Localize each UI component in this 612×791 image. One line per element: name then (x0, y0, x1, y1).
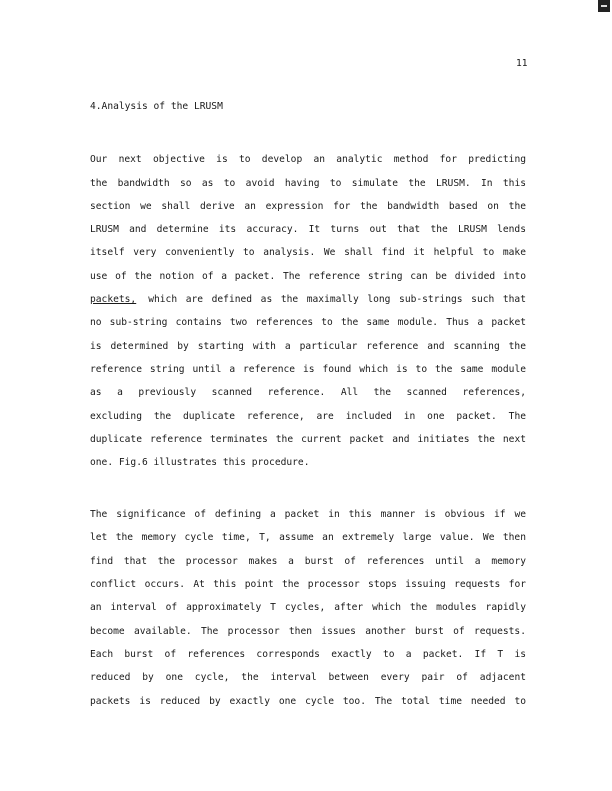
underlined-term-packets: packets, (90, 294, 137, 305)
paragraph-1-line-1: Our next objective is to develop an analytic method for predicting (90, 154, 526, 165)
paragraph-1-line-11: as a previously scanned reference. All the scanned references, (90, 387, 526, 398)
paragraph-2-line-4: conflict occurs. At this point the processor stops issuing requests for (90, 579, 526, 590)
paragraph-1-line-6: use of the notion of a packet. The reference string can be divided into (90, 271, 526, 282)
paragraph-2-line-8: reduced by one cycle, the interval between every pair of adjacent (90, 672, 526, 683)
paragraph-2-line-3: find that the processor makes a burst of references until a memory (90, 556, 526, 567)
paragraph-1-line-10: reference string until a reference is found which is to the same module (90, 364, 526, 375)
corner-marker (598, 0, 610, 12)
paragraph-1-line-8: no sub-string contains two references to the same module. Thus a packet (90, 317, 526, 328)
paragraph-1-line-3: section we shall derive an expression for the bandwidth based on the (90, 201, 526, 212)
paragraph-2-line-7: Each burst of references corresponds exactly to a packet. If T is (90, 649, 526, 660)
paragraph-1-line-5: itself very conveniently to analysis. We shall find it helpful to make (90, 247, 526, 258)
paragraph-1-line-9: is determined by starting with a particular reference and scanning the (90, 341, 526, 352)
paragraph-1-line-2: the bandwidth so as to avoid having to simulate the LRUSM. In this (90, 178, 526, 189)
paragraph-2-line-5: an interval of approximately T cycles, after which the modules rapidly (90, 602, 526, 613)
paragraph-1-line-14: one. Fig.6 illustrates this procedure. (90, 457, 310, 468)
paragraph-1-line-7 (90, 293, 526, 307)
paragraph-2-line-6: become available. The processor then issues another burst of requests. (90, 626, 526, 637)
paragraph-2-line-2: let the memory cycle time, T, assume an extremely large value. We then (90, 532, 526, 543)
page-number: 11 (516, 58, 528, 69)
paragraph-1-line-13: duplicate reference terminates the current packet and initiates the next (90, 434, 526, 445)
section-heading: 4.Analysis of the LRUSM (90, 101, 223, 112)
paragraph-1-line-4: LRUSM and determine its accuracy. It turns out that the LRUSM lends (90, 224, 526, 235)
paragraph-2-line-9: packets is reduced by exactly one cycle too. The total time needed to (90, 696, 526, 707)
paragraph-1-line-12: excluding the duplicate reference, are included in one packet. The (90, 411, 526, 422)
paragraph-2-line-1: The significance of defining a packet in this manner is obvious if we (90, 509, 526, 520)
paragraph-1-line-7-text: which are defined as the maximally long sub-strings such that (148, 294, 526, 305)
